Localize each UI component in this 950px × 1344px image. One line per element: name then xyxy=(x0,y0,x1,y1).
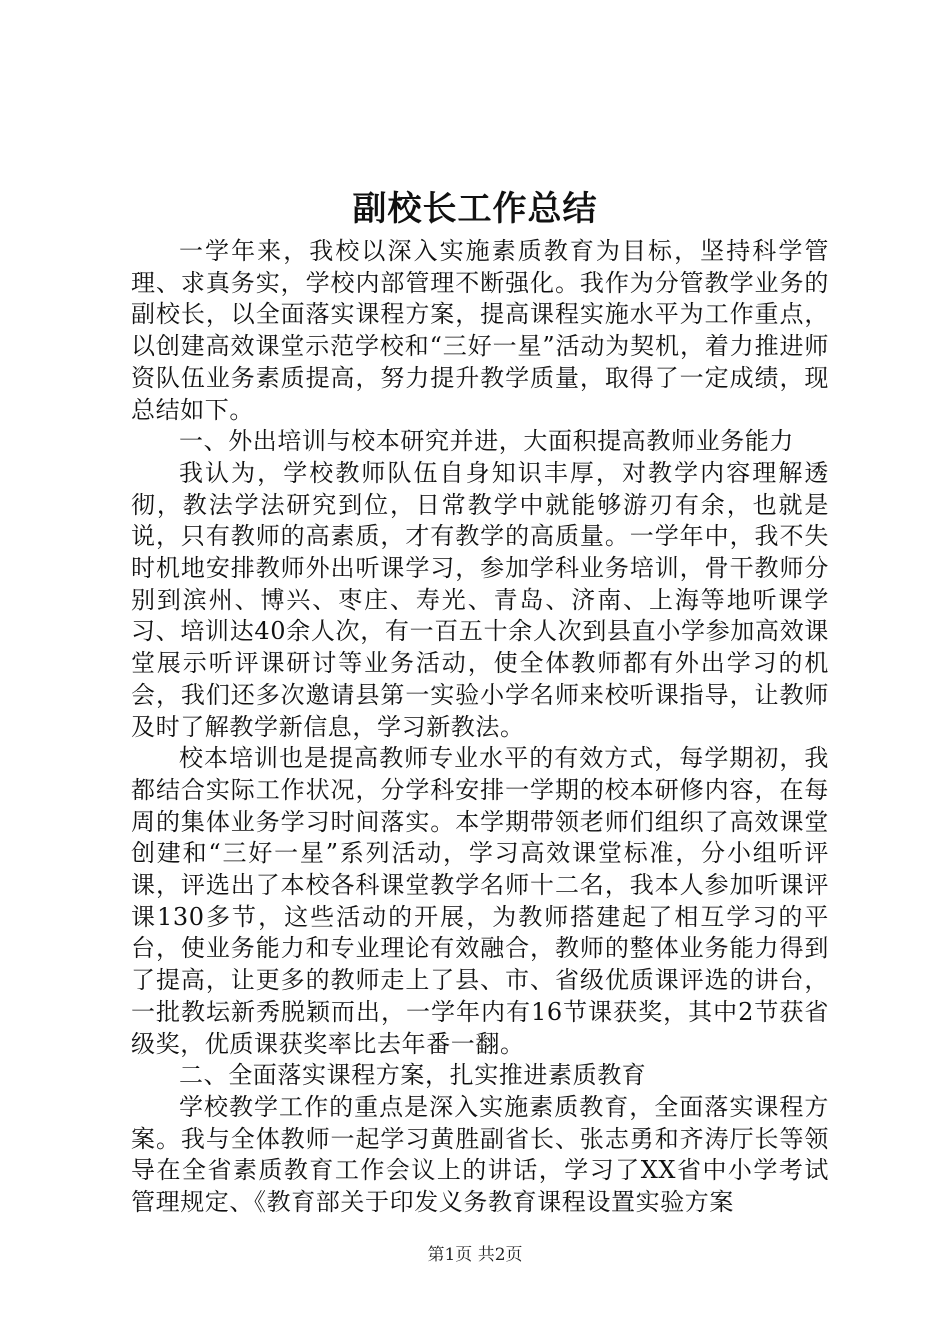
intro-paragraph: 一学年来，我校以深入实施素质教育为目标，坚持科学管理、求真务实，学校内部管理不断强化。我作为分管教学业务的副校长，以全面落实课程方案，提高课程实施水平为工作重点，以创建高效课堂示范学校和“三好一星”活动为契机，着力推进师资队伍业务素质提高，努力提升教学质量，取得了一定成绩，现总结如下。 xyxy=(131,237,829,424)
section-heading-2: 二、全面落实课程方案，扎实推进素质教育 xyxy=(179,1061,647,1090)
page-number-footer: 第1页 共2页 xyxy=(427,1245,523,1265)
body-paragraph: 我认为，学校教师队伍自身知识丰厚，对教学内容理解透彻，教法学法研究到位，日常教学中就能够游刃有余，也就是说，只有教师的高素质，才有教学的高质量。一学年中，我不失时机地安排教师外出听课学习，参加学科业务培训，骨干教师分别到滨州、博兴、枣庄、寿光、青岛、济南、上海等地听课学习、培训达40余人次，有一百五十余人次到县直小学参加高效课堂展示听评课研讨等业务活动，使全体教师都有外出学习的机会，我们还多次邀请县第一实验小学名师来校听课指导，让教师及时了解教学新信息，学习新教法。 xyxy=(131,458,829,741)
body-paragraph: 校本培训也是提高教师专业水平的有效方式，每学期初，我都结合实际工作状况，分学科安排一学期的校本研修内容，在每周的集体业务学习时间落实。本学期带领老师们组织了高效课堂创建和“三好一星”系列活动，学习高效课堂标准，分小组听评课，评选出了本校各科课堂教学名师十二名，我本人参加听课评课130多节，这些活动的开展，为教师搭建起了相互学习的平台，使业务能力和专业理论有效融合，教师的整体业务能力得到了提高，让更多的教师走上了县、市、省级优质课评选的讲台，一批教坛新秀脱颖而出，一学年内有16节课获奖，其中2节获省级奖，优质课获奖率比去年番一翻。 xyxy=(131,744,829,1058)
section-heading-1: 一、外出培训与校本研究并进，大面积提高教师业务能力 xyxy=(179,427,794,456)
document-title: 副校长工作总结 xyxy=(352,189,598,229)
document-body xyxy=(131,236,829,1219)
body-paragraph: 学校教学工作的重点是深入实施素质教育，全面落实课程方案。我与全体教师一起学习黄胜副省长、张志勇和齐涛厅长等领导在全省素质教育工作会议上的讲话，学习了XX省中小学考试管理规定、《教育部关于印发义务教育课程设置实验方案 xyxy=(131,1092,829,1217)
